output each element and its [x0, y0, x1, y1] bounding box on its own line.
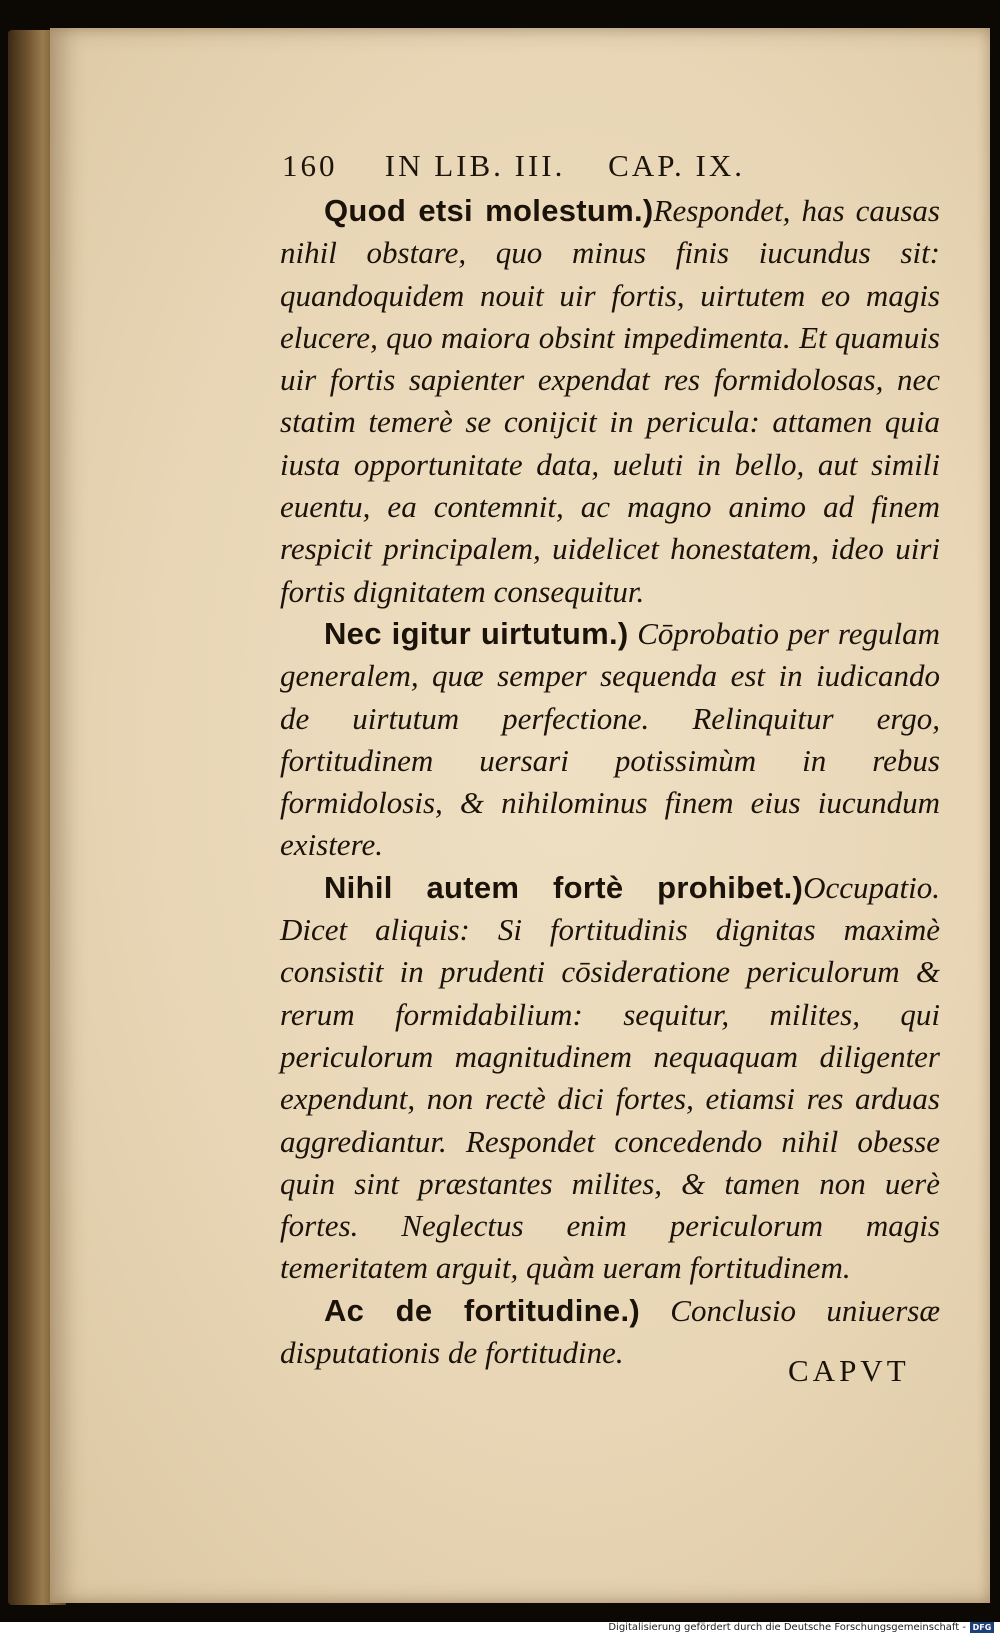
- lemma: Ac de fortitudine.): [324, 1292, 640, 1328]
- paragraph-text: Respondet, has causas nihil obstare, quo minus finis iucundus sit: quandoquidem nouit uir fortis, uirtutem eo magis elucere, quo maiora obsint impedimenta. Et quamuis uir fortis sapienter expendat res formidolosas, nec statim temerè se conijcit in pericula: attamen quia iusta opportunitate data, ueluti in bello, aut simili euentu, ea contemnit, ac magno animo ad finem respicit principalem, uidelicet honestatem, ideo uiri fortis dignitatem consequitur.: [280, 193, 940, 609]
- paragraph-text: Cōprobatio per regulam generalem, quæ semper sequenda est in iudicando de uirtutum perfectione. Relinquitur ergo, fortitudinem uersari potissimùm in rebus formidolosis, & nihilominus finem eius iucundum existere.: [280, 615, 940, 863]
- paragraph: [280, 867, 940, 1290]
- paragraph-text: Occupatio. Dicet aliquis: Si fortitudinis dignitas maximè consistit in prudenti cōsideratione periculorum & rerum formidabilium: sequitur, milites, qui periculorum magnitudinem nequaquam diligenter expendunt, non rectè dici fortes, etiamsi res arduas aggrediantur. Respondet concedendo nihil obesse quin sint præstantes milites, & tamen non uerè fortes. Neglectus enim periculorum magis temeritatem arguit, quàm ueram fortitudinem.: [280, 869, 940, 1286]
- lemma: Quod etsi molestum.): [324, 193, 654, 228]
- paragraph: [280, 613, 940, 867]
- running-header: [282, 148, 882, 184]
- funding-credit: Digitalisierung gefördert durch die Deutsche Forschungsgemeinschaft -: [608, 1622, 966, 1633]
- running-title: IN LIB. III.: [384, 148, 566, 183]
- catchword: CAPVT: [788, 1353, 910, 1388]
- paragraph: [280, 190, 940, 613]
- lemma: Nec igitur uirtutum.): [324, 615, 629, 651]
- dfg-logo: DFG: [970, 1622, 994, 1633]
- page-number: 160: [282, 148, 338, 183]
- lemma: Nihil autem fortè prohibet.): [324, 869, 804, 905]
- paragraph-text: Conclusio uniuersæ disputationis de fortitudine.: [280, 1292, 940, 1371]
- commentary-body: [280, 190, 940, 1374]
- footer-bar: [0, 1622, 1000, 1635]
- chapter-label: CAP. IX.: [608, 148, 745, 183]
